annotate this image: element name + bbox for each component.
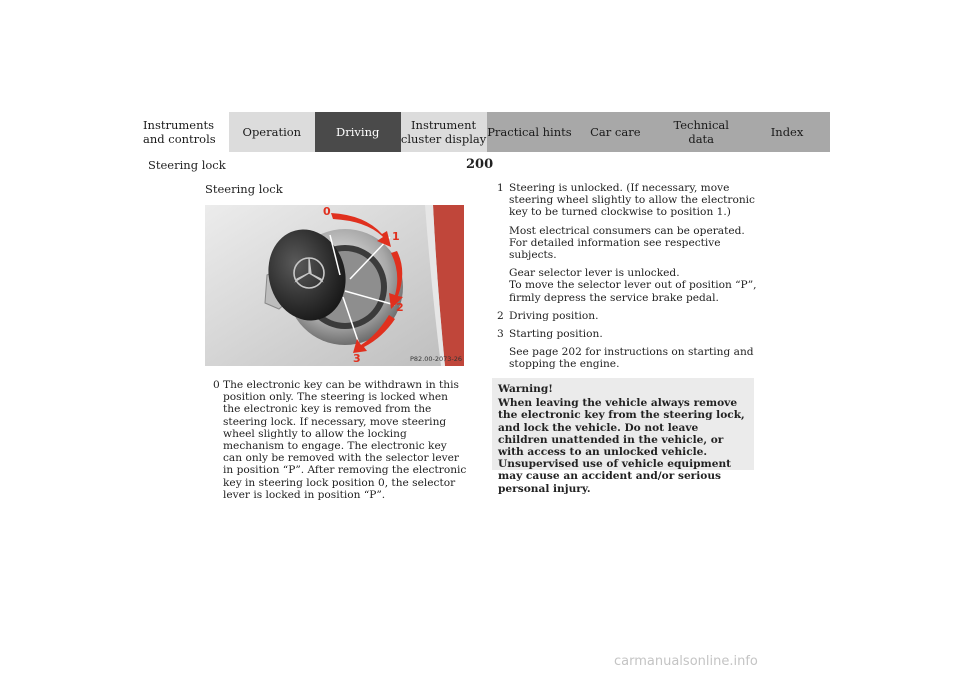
warning-box xyxy=(492,378,754,495)
steering-lock-illustration xyxy=(205,205,464,366)
position-3-text-b: See page 202 for instructions on starting and stopping the engine. xyxy=(509,346,754,371)
warning-title: Warning! xyxy=(498,383,553,395)
section-tab-bar xyxy=(131,112,830,152)
position-3-text-a: Starting position. xyxy=(509,328,603,341)
section-heading: Steering lock xyxy=(205,182,283,196)
position-2-item xyxy=(497,310,762,322)
position-1-text-a: Steering is unlocked. (If necessary, move steering wheel slightly to allow the electronic key to be turned clockwise to position 1.) xyxy=(509,182,755,219)
position-1-text-c: Gear selector lever is unlocked. To move the selector lever out of position “P”, firmly depress the service brake pedal. xyxy=(509,267,757,304)
tab-practical-hints[interactable]: Practical hints xyxy=(487,112,573,152)
tab-instruments-and-controls[interactable]: Instruments and controls xyxy=(131,112,229,152)
position-3-number: 3 xyxy=(497,328,504,341)
running-title: Steering lock xyxy=(148,158,226,172)
position-label-3: 3 xyxy=(353,352,361,365)
position-2-text: Driving position. xyxy=(509,309,599,322)
position-0-text: The electronic key can be withdrawn in this position only. The steering is locked when the electronic key is removed from the steering lock. If necessary, move steering wheel slightly to allow the locking mechanism to engage. The electronic key can only be removed with the selector lever in position “P”. After removing the electronic key in steering lock position 0, the selector lever is locked in position “P”. xyxy=(223,379,467,501)
tab-driving[interactable]: Driving xyxy=(315,112,401,152)
position-0-description xyxy=(213,379,468,501)
position-1-text-b: Most electrical consumers can be operated. For detailed information see respective subjects. xyxy=(509,224,745,262)
position-list xyxy=(497,182,762,377)
warning-text: When leaving the vehicle always remove the electronic key from the steering lock, and lock the vehicle. Do not leave children unattended in the vehicle, or with access to an unlocked vehicle. Unsupervised use of vehicle equipment may cause an accident and/or serious personal injury. xyxy=(498,397,745,495)
position-label-1: 1 xyxy=(392,230,400,243)
tab-operation[interactable]: Operation xyxy=(229,112,315,152)
tab-instrument-cluster-display[interactable]: Instrument cluster display xyxy=(401,112,487,152)
position-2-number: 2 xyxy=(497,309,504,322)
tab-technical-data[interactable]: Technical data xyxy=(658,112,744,152)
position-1-item xyxy=(497,182,762,304)
position-3-item xyxy=(497,328,762,371)
position-0-number: 0 xyxy=(213,379,220,391)
watermark: carmanualsonline.info xyxy=(614,654,758,669)
figure-code: P82.00-2073-26 xyxy=(410,355,463,363)
tab-car-care[interactable]: Car care xyxy=(572,112,658,152)
page-number: 200 xyxy=(466,157,494,172)
position-label-0: 0 xyxy=(323,205,331,218)
position-label-2: 2 xyxy=(396,301,404,314)
position-1-number: 1 xyxy=(497,182,504,194)
tab-index[interactable]: Index xyxy=(744,112,830,152)
